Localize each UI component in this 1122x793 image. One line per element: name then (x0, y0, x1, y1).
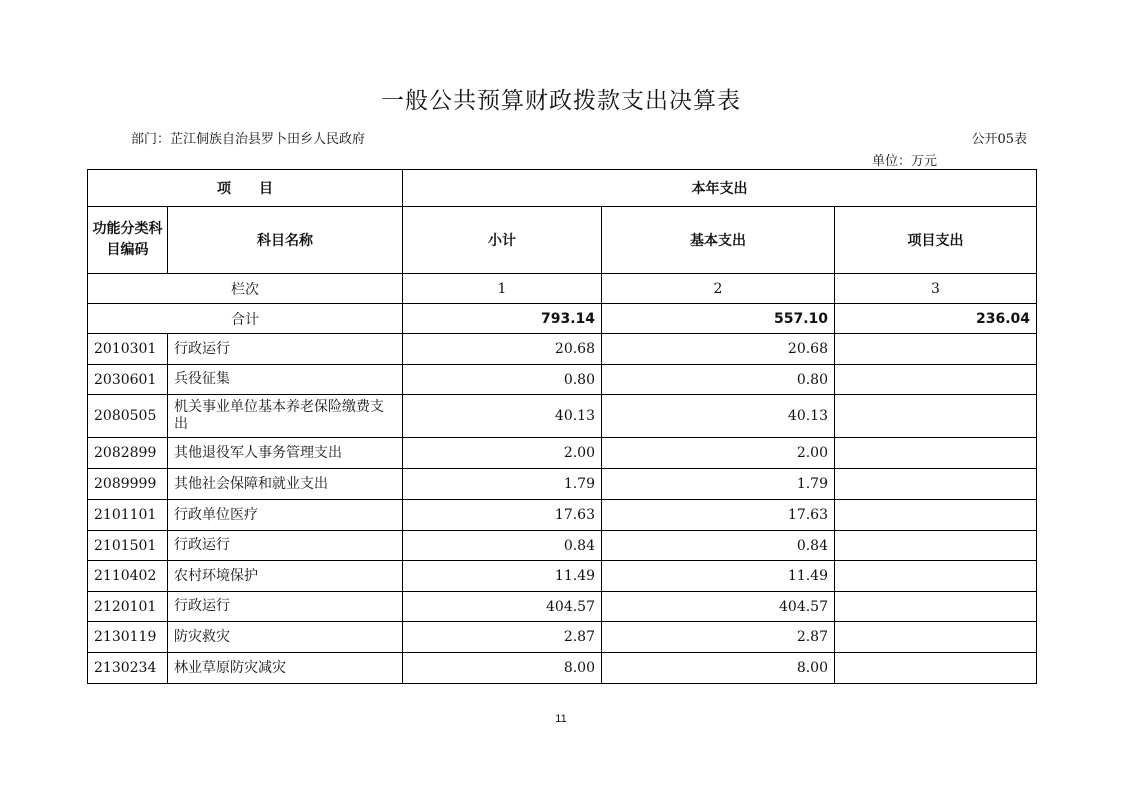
row-subtotal: 8.00 (403, 653, 602, 684)
table-row (88, 334, 1037, 365)
header-code: 功能分类科目编码 (88, 207, 168, 274)
table-row (88, 395, 1037, 438)
table-row (88, 438, 1037, 469)
row-basic: 2.87 (602, 622, 835, 653)
table-row (88, 653, 1037, 684)
row-project (835, 334, 1037, 365)
row-subtotal: 11.49 (403, 561, 602, 592)
header-current-year: 本年支出 (403, 170, 1037, 207)
row-project (835, 365, 1037, 395)
row-basic: 0.80 (602, 365, 835, 395)
row-basic: 8.00 (602, 653, 835, 684)
row-code: 2010301 (88, 334, 168, 365)
row-basic: 2.00 (602, 438, 835, 469)
total-project: 236.04 (835, 304, 1037, 334)
index-2: 2 (602, 274, 835, 304)
row-project (835, 438, 1037, 469)
row-subtotal: 1.79 (403, 469, 602, 500)
index-label: 栏次 (88, 274, 403, 304)
page-title: 一般公共预算财政拨款支出决算表 (381, 88, 741, 114)
row-subtotal: 17.63 (403, 500, 602, 531)
row-name: 机关事业单位基本养老保险缴费支出 (168, 395, 403, 438)
header-subtotal: 小计 (403, 207, 602, 274)
row-name: 其他退役军人事务管理支出 (168, 438, 403, 469)
total-basic: 557.10 (602, 304, 835, 334)
row-project (835, 622, 1037, 653)
row-subtotal: 20.68 (403, 334, 602, 365)
row-code: 2120101 (88, 592, 168, 622)
row-code: 2082899 (88, 438, 168, 469)
unit-label: 单位：万元 (872, 154, 938, 169)
index-1: 1 (403, 274, 602, 304)
row-project (835, 531, 1037, 561)
row-code: 2101501 (88, 531, 168, 561)
row-subtotal: 404.57 (403, 592, 602, 622)
table-row (88, 622, 1037, 653)
row-project (835, 592, 1037, 622)
row-name: 林业草原防灾减灾 (168, 653, 403, 684)
table-row (88, 531, 1037, 561)
data-rows (88, 334, 1037, 684)
row-project (835, 500, 1037, 531)
row-name: 其他社会保障和就业支出 (168, 469, 403, 500)
header-project-exp: 项目支出 (835, 207, 1037, 274)
row-basic: 11.49 (602, 561, 835, 592)
row-code: 2080505 (88, 395, 168, 438)
department-label: 部门：芷江侗族自治县罗卜田乡人民政府 (131, 132, 366, 147)
row-code: 2030601 (88, 365, 168, 395)
row-code: 2089999 (88, 469, 168, 500)
row-subtotal: 0.84 (403, 531, 602, 561)
row-code: 2130119 (88, 622, 168, 653)
row-name: 农村环境保护 (168, 561, 403, 592)
row-name: 防灾救灾 (168, 622, 403, 653)
row-subtotal: 40.13 (403, 395, 602, 438)
row-name: 行政单位医疗 (168, 500, 403, 531)
total-subtotal: 793.14 (403, 304, 602, 334)
row-basic: 0.84 (602, 531, 835, 561)
header-basic: 基本支出 (602, 207, 835, 274)
row-project (835, 653, 1037, 684)
row-name: 兵役征集 (168, 365, 403, 395)
row-code: 2110402 (88, 561, 168, 592)
row-basic: 20.68 (602, 334, 835, 365)
table-row (88, 561, 1037, 592)
row-project (835, 561, 1037, 592)
table-row (88, 500, 1037, 531)
row-subtotal: 0.80 (403, 365, 602, 395)
table-row (88, 469, 1037, 500)
row-name: 行政运行 (168, 592, 403, 622)
row-basic: 17.63 (602, 500, 835, 531)
page-number: 11 (555, 713, 567, 725)
table-row (88, 592, 1037, 622)
row-basic: 40.13 (602, 395, 835, 438)
row-basic: 404.57 (602, 592, 835, 622)
row-subtotal: 2.00 (403, 438, 602, 469)
total-label: 合计 (88, 304, 403, 334)
index-3: 3 (835, 274, 1037, 304)
header-row-2 (88, 207, 1037, 274)
index-row (88, 274, 1037, 304)
row-basic: 1.79 (602, 469, 835, 500)
table-row (88, 365, 1037, 395)
header-project: 项 目 (88, 170, 403, 207)
row-code: 2130234 (88, 653, 168, 684)
header-row-1 (88, 170, 1037, 207)
header-name: 科目名称 (168, 207, 403, 274)
total-row (88, 304, 1037, 334)
form-number: 公开05表 (971, 132, 1027, 147)
row-subtotal: 2.87 (403, 622, 602, 653)
row-name: 行政运行 (168, 531, 403, 561)
row-name: 行政运行 (168, 334, 403, 365)
row-project (835, 395, 1037, 438)
row-project (835, 469, 1037, 500)
row-code: 2101101 (88, 500, 168, 531)
expenditure-table (87, 169, 1037, 684)
